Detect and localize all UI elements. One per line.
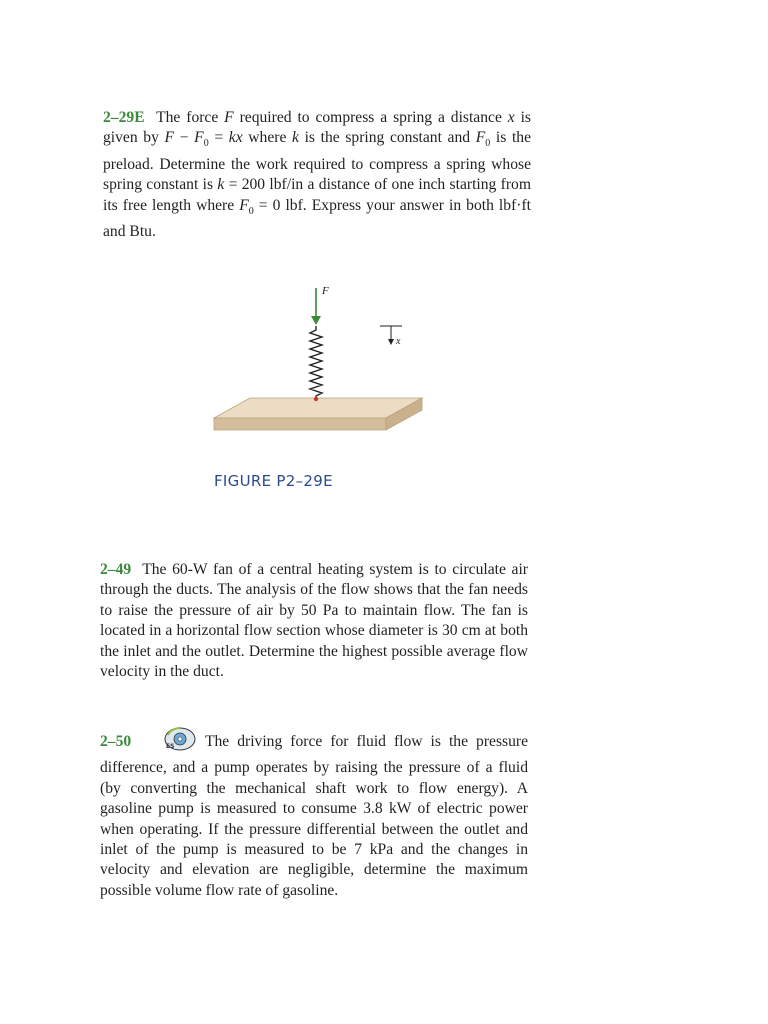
force-label: F xyxy=(322,285,329,297)
math-variable: F xyxy=(224,109,234,126)
problem-number: 2–29E xyxy=(103,109,145,126)
spring-diagram xyxy=(200,278,440,458)
base-plate-front xyxy=(214,418,386,430)
math-subscript: 0 xyxy=(203,138,209,150)
icon-text: ES xyxy=(166,743,175,750)
spring-base-point xyxy=(314,397,318,401)
problem-text: The force F required to compress a spring a distance x is given by $F - F_0$ = kx where k is the spring constant and $F_0$ is the preload. Determine the work required to compress a spring whose spring constant is k = 200 lbf/in a distance of one inch starting from its free length where $F_0 = 0$ lbf. Express your answer in both lbf·ft and Btu. xyxy=(103,109,532,241)
math-variable: F xyxy=(239,196,249,214)
math-variable: k xyxy=(217,176,225,194)
problem-2-49 xyxy=(100,560,528,682)
math-variable: F xyxy=(194,129,204,147)
figure-caption: FIGURE P2–29E xyxy=(214,472,333,490)
problem-2-50 xyxy=(100,726,528,901)
ees-cd-icon xyxy=(163,726,197,758)
math-variable: F xyxy=(475,129,486,147)
problem-2-29e xyxy=(103,108,531,243)
math-variable: x xyxy=(507,109,515,126)
displacement-arrow-head xyxy=(388,339,394,345)
math-variable: kx xyxy=(228,129,243,147)
spring xyxy=(310,326,322,400)
problem-text: The 60-W fan of a central heating system is to circulate air through the ducts. The analysis of the flow shows that the fan needs to raise the pressure of air by 50 Pa to maintain flow. The fan is located in a horizontal flow section whose diameter is 30 cm at both the inlet and the outlet. Determine the highest possible average flow velocity in the duct. xyxy=(100,561,529,681)
problem-text: The driving force for fluid flow is the pressure difference, and a pump operates by raising the pressure of a fluid (by converting the mechanical shaft work to flow energy). A gasoline pump is measured to consume 3.8 kW of electric power when operating. If the pressure differential between the outlet and inlet of the pump is measured to be 7 kPa and the changes in velocity and elevation are negligible, determine the maximum possible volume flow rate of gasoline. xyxy=(100,732,528,899)
force-arrow-head xyxy=(311,316,321,325)
problem-number: 2–49 xyxy=(100,561,132,578)
math-variable: k xyxy=(292,129,299,147)
math-subscript: 0 xyxy=(248,205,254,217)
displacement-label: x xyxy=(396,336,401,347)
math-variable: F xyxy=(164,129,175,147)
problem-number: 2–50 xyxy=(100,732,132,750)
math-subscript: 0 xyxy=(485,138,491,150)
spring-figure xyxy=(200,278,440,463)
